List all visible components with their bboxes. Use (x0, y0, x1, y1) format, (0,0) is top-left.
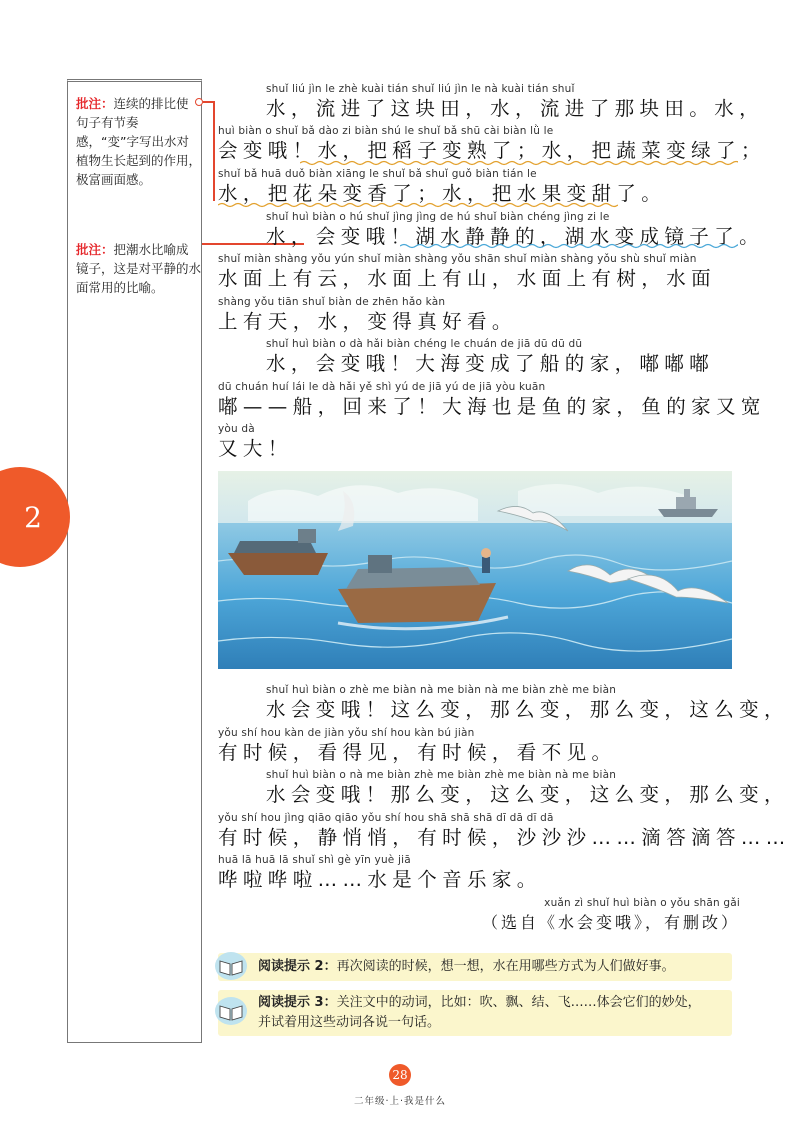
pinyin: shuǐ bǎ huā duǒ biàn xiāng le shuǐ bǎ shuǐ guǒ biàn tián le (218, 168, 537, 180)
sea-boats-seagulls-image (218, 471, 732, 669)
text-line (218, 124, 766, 164)
text-line (218, 683, 789, 723)
text-line (218, 853, 738, 893)
tip-line-2: 并试着用这些动词各说一句话。 (258, 1015, 441, 1030)
pinyin: shàng yǒu tiān shuǐ biàn de zhēn hǎo kàn (218, 296, 446, 308)
chapter-badge (0, 467, 70, 567)
pinyin: shuǐ liú jìn le zhè kuài tián shuǐ liú jìn le nà kuài tián shuǐ (266, 83, 575, 95)
annotation-tag: 批注： (76, 96, 114, 111)
hanzi: 水会变哦！那么变，这么变，这么变，那么变， (266, 783, 789, 806)
annotation-text: 把潮水比喻成镜子，这是对平静的水面常用的比喻。 (76, 242, 202, 295)
tip-content (258, 993, 701, 1033)
tip-line (258, 993, 701, 1013)
open-book-icon (214, 951, 248, 981)
reading-tip-3 (218, 990, 732, 1036)
hanzi: 水，流进了这块田，水，流进了那块田。水， (266, 97, 765, 120)
hanzi: 上有天，水，变得真好看。 (218, 310, 517, 333)
reading-tip-2 (218, 953, 732, 981)
hanzi: （选自《水会变哦》，有删改） (481, 913, 740, 932)
wavy-underline (300, 160, 738, 166)
hanzi: 有时候，静悄悄，有时候，沙沙沙……滴答滴答…… (218, 826, 791, 849)
text-line (218, 252, 738, 292)
tip-text: 再次阅读的时候，想一想，水在用哪些方式为人们做好事。 (336, 959, 675, 974)
annotation-sidebar (67, 79, 202, 1043)
page-footer: 二年级·上·我是什么 (353, 1096, 447, 1107)
hanzi: 水，会变哦！大海变成了船的家，嘟嘟嘟 (266, 352, 715, 375)
chapter-number: 2 (24, 500, 42, 534)
text-line (218, 167, 738, 207)
hanzi: 水，把花朵变香了；水，把水果变甜了。 (218, 182, 667, 205)
pinyin: shuǐ huì biàn o hú shuǐ jìng jìng de hú shuǐ biàn chéng jìng zi le (266, 211, 610, 223)
connector-dot (195, 98, 203, 106)
pinyin: xuǎn zì shuǐ huì biàn o yǒu shān gǎi (544, 897, 740, 909)
tip-content (258, 953, 675, 981)
pinyin: yòu dà (218, 423, 255, 435)
tip-label: 阅读提示 2： (258, 959, 337, 974)
wavy-underline (400, 243, 738, 249)
text-line (218, 726, 738, 766)
source-citation (470, 896, 740, 936)
sea-illustration (218, 471, 732, 669)
hanzi: 会变哦！水，把稻子变熟了；水，把蔬菜变绿了； (218, 139, 766, 162)
hanzi: 又大！ (218, 437, 293, 460)
hanzi: 水会变哦！这么变，那么变，那么变，这么变， (266, 698, 789, 721)
annotation-text: 连续的排比使句子有节奏感，“变”字写出水对植物生长起到的作用，极富画面感。 (76, 96, 202, 187)
text-line (218, 380, 766, 420)
pinyin: huì biàn o shuǐ bǎ dào zi biàn shú le shuǐ bǎ shū cài biàn lǜ le (218, 125, 554, 137)
tip-label: 阅读提示 3： (258, 995, 337, 1010)
pinyin: shuǐ miàn shàng yǒu yún shuǐ miàn shàng yǒu shān shuǐ miàn shàng yǒu shù shuǐ miàn (218, 253, 697, 265)
annotation-note-1 (76, 94, 201, 189)
hanzi: 嘟——船，回来了！大海也是鱼的家，鱼的家又宽 (218, 395, 766, 418)
text-line (218, 82, 765, 122)
pinyin: yǒu shí hou jìng qiāo qiāo yǒu shí hou shā shā shā dī dā dī dā (218, 812, 554, 824)
text-line (218, 422, 738, 462)
page-number: 28 (389, 1064, 411, 1086)
hanzi: 有时候，看得见，有时候，看不见。 (218, 741, 617, 764)
text-line (218, 295, 738, 335)
pinyin: shuǐ huì biàn o zhè me biàn nà me biàn nà me biàn zhè me biàn (266, 684, 617, 696)
pinyin: shuǐ huì biàn o dà hǎi biàn chéng le chuán de jiā dū dū dū (266, 338, 583, 350)
text-line (218, 768, 789, 808)
open-book-icon (214, 996, 248, 1026)
text-line (218, 337, 738, 377)
pinyin: shuǐ huì biàn o nà me biàn zhè me biàn zhè me biàn nà me biàn (266, 769, 617, 781)
text-line (218, 811, 791, 851)
hanzi: 哗啦哗啦……水是个音乐家。 (218, 868, 542, 891)
pinyin: yǒu shí hou kàn de jiàn yǒu shí hou kàn bú jiàn (218, 727, 475, 739)
wavy-underline (218, 202, 618, 208)
tip-text: 关注文中的动词，比如：吹、飘、结、飞……体会它们的妙处， (336, 995, 701, 1010)
hanzi: 水面上有云，水面上有山，水面上有树，水面 (218, 267, 717, 290)
pinyin: dū chuán huí lái le dà hǎi yě shì yú de jiā yú de jiā yòu kuān (218, 381, 546, 393)
hanzi: 水，会变哦！湖水静静的，湖水变成镜子了。 (266, 225, 765, 248)
annotation-tag: 批注： (76, 242, 114, 257)
connector-line (213, 101, 215, 201)
annotation-note-2 (76, 240, 201, 297)
pinyin: huā lā huā lā shuǐ shì gè yīn yuè jiā (218, 854, 411, 866)
